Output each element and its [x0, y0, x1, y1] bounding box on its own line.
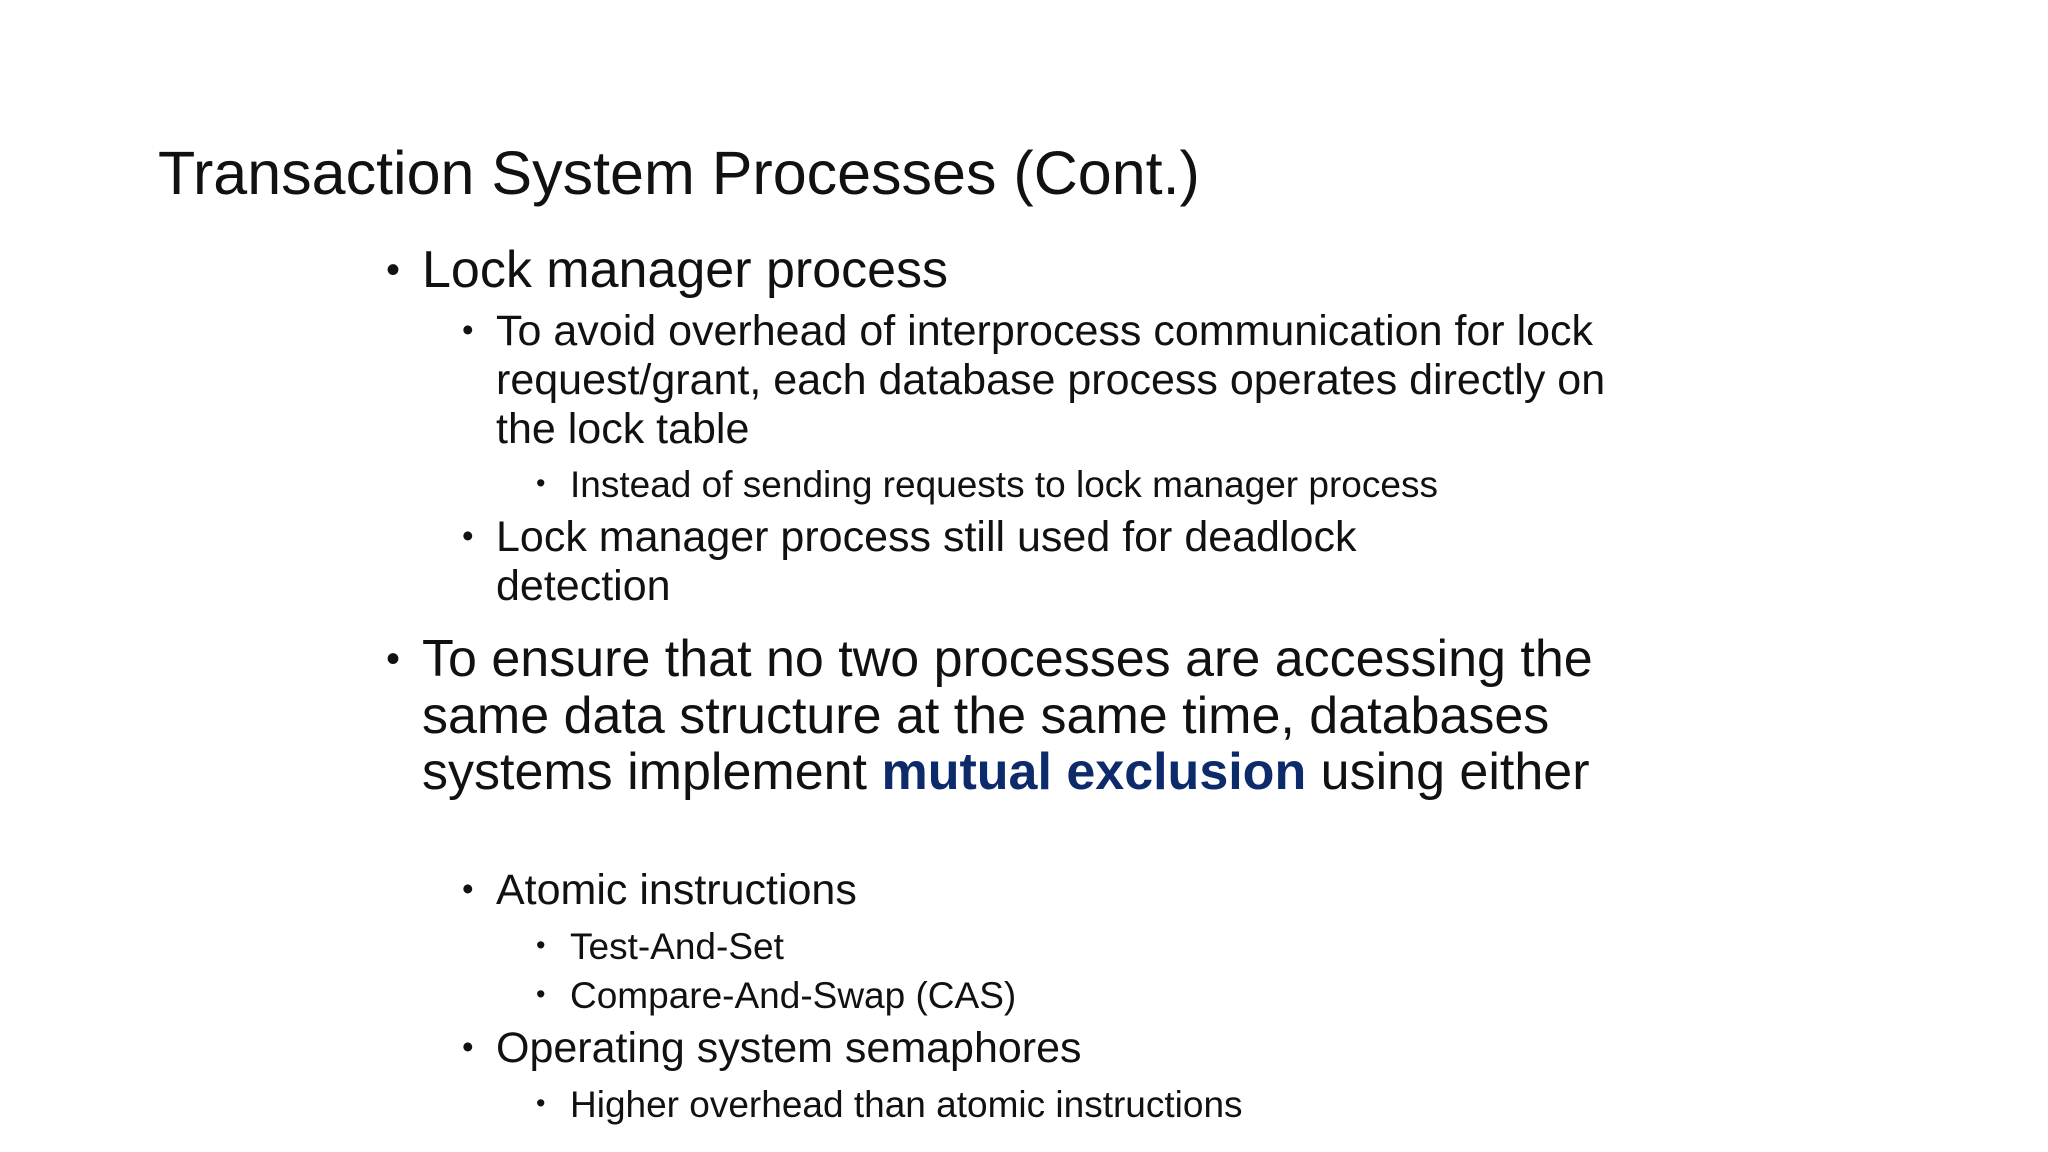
bullet-dot-icon: • — [386, 637, 401, 681]
bullet-text: Lock manager process — [422, 241, 949, 299]
bullet-text: Operating system semaphores — [496, 1024, 1082, 1072]
bullet-higher-overhead — [536, 1084, 1570, 1126]
bullet-dot-icon: • — [536, 979, 546, 1009]
highlight-term: mutual exclusion — [881, 743, 1307, 801]
bullet-semaphores — [462, 1024, 1616, 1073]
bullet-text-tail: using either — [1320, 743, 1590, 801]
bullet-text: Test-And-Set — [570, 926, 784, 967]
bullet-dot-icon: • — [462, 311, 474, 348]
bullet-text: Lock manager process still used for deadlock detection — [496, 513, 1357, 610]
bullet-text: Instead of sending requests to lock manager process — [570, 464, 1438, 505]
bullet-avoid-overhead — [462, 307, 1616, 454]
bullet-instead — [536, 464, 1570, 506]
bullet-dot-icon: • — [462, 1028, 474, 1065]
bullet-still-used — [462, 513, 1476, 611]
bullet-compare-and-swap — [536, 975, 1570, 1017]
bullet-text: To avoid overhead of interprocess communication for lock request/grant, each database process operates directly on the lock table — [496, 307, 1606, 453]
bullet-dot-icon: • — [536, 930, 546, 960]
bullet-text: Atomic instructions — [496, 866, 857, 914]
bullet-test-and-set — [536, 926, 1570, 968]
bullet-text: Compare-And-Swap (CAS) — [570, 975, 1017, 1016]
bullet-ensure — [386, 630, 1612, 801]
slide-title: Transaction System Processes (Cont.) — [158, 139, 1200, 207]
bullet-dot-icon: • — [462, 870, 474, 907]
bullet-dot-icon: • — [536, 468, 546, 498]
bullet-atomic — [462, 866, 1616, 915]
bullet-dot-icon: • — [462, 517, 474, 554]
bullet-dot-icon: • — [386, 248, 401, 292]
bullet-lock-manager — [386, 241, 1602, 299]
bullet-text: Higher overhead than atomic instructions — [570, 1084, 1243, 1125]
bullet-text: To ensure that no two processes are accessing the same data structure at the same time, databases systems implement — [422, 630, 1593, 801]
bullet-dot-icon: • — [536, 1088, 546, 1118]
